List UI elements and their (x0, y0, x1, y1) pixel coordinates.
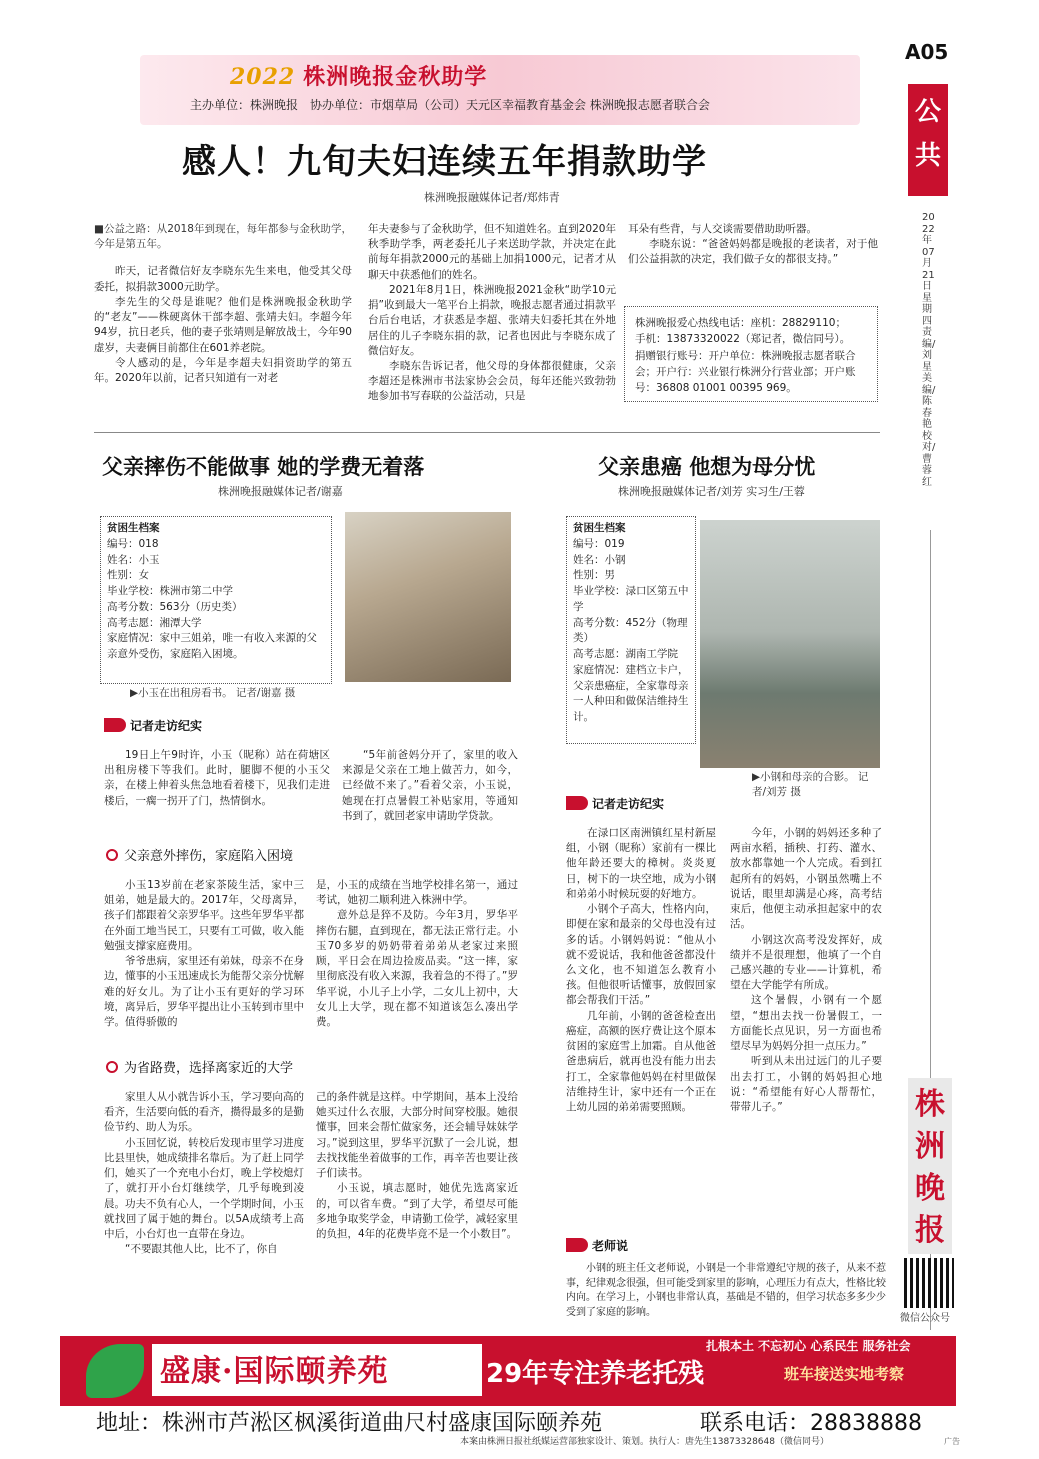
paragraph: 这个暑假，小钢有一个愿望，“想出去找一份暑假工，一方面能长点见识，另一方面也希望尽早为妈妈分担一点压力。” (730, 994, 882, 1053)
left-sec1-col-a (104, 878, 304, 1030)
banner-title-text: 株洲晚报金秋助学 (303, 64, 488, 90)
archive-line: 性别：男 (573, 569, 615, 582)
tag-mark-icon (104, 718, 126, 732)
left-intro-b (342, 748, 518, 824)
tag-label: 老师说 (592, 1239, 629, 1253)
ad-slogan: 29年专注养老托残 (486, 1359, 705, 1389)
main-byline: 株洲晚报融媒体记者/郑炜青 (424, 191, 560, 204)
paragraph: 2021年8月1日，株洲晚报2021金秋“助学10元捐”收到最大一笔平台上捐款，晚报志愿者通过捐款平台后台电话，才获悉是李超、张靖夫妇委托其在外地居住的儿子李晓东捐的款，记者也因此与李晓东成了微信好友。 (368, 283, 616, 357)
paragraph: 听到从未出过远门的儿子要出去打工，小钢的妈妈担心地说：“希望能有好心人帮帮忙，带带儿子。” (730, 1055, 882, 1113)
left-photo-caption: ▶小玉在出租房看书。 记者/谢嘉 摄 (130, 687, 296, 699)
circle-bullet-icon (106, 1061, 118, 1073)
main-column-2 (368, 222, 616, 405)
ad-slogan-secondary: 班车接送实地考察 (784, 1365, 905, 1383)
paragraph: 意外总是猝不及防。今年3月，罗华平摔伤右腿，直到现在，都无法正常行走。小玉70多岁的奶奶带着弟弟从老家过来照顾，平日会在周边捡废品卖。“这一摔，家里彻底没有收入来源，我着急的不得了。”罗华平说，小儿子上小学，二女儿上初中，大女儿上大学，现在都不知道该怎么凑出学费。 (316, 909, 518, 1028)
left-sec2-col-a (104, 1090, 304, 1257)
right-story-byline: 株洲晚报融媒体记者/刘芳 实习生/王蓉 (618, 485, 805, 498)
archive-line: 高考志愿：湘潭大学 (107, 616, 202, 629)
archive-title: 贫困生档案 (107, 522, 160, 534)
paragraph: 小钢个子高大，性格内向，即便在家和最亲的父母也没有过多的话。小钢妈妈说：“他从小就不爱说话，我和他爸爸都没什么文化，也不知道怎么教育小孩。但他很听话懂事，放假回家都会帮我们干活。” (566, 903, 716, 1007)
teacher-tag (566, 1238, 628, 1255)
paragraph: 今年，小钢的妈妈还多种了两亩水稻，插秧、打药、灌水、放水都靠她一个人完成。看到扛起所有的妈妈，小钢虽然嘴上不说话，眼里却满是心疼，高考结束后，他便主动承担起家中的农活。 (730, 827, 882, 931)
archive-line: 毕业学校：株洲市第二中学 (107, 585, 233, 597)
paragraph: 小钢这次高考没发挥好，成绩并不是很理想，他填了一个自己感兴趣的专业——计算机，希望在大学能学有所成。 (730, 933, 882, 992)
ad-phone: 联系电话：28838888 (700, 1411, 922, 1436)
archive-title: 贫困生档案 (573, 522, 626, 534)
tag-mark-icon (566, 1238, 588, 1252)
left-story-byline: 株洲晚报融媒体记者/谢嘉 (218, 485, 343, 498)
paragraph: 年夫妻参与了金秋助学，但不知道姓名。直到2020年秋季助学季，两老委托儿子来送助学款，并决定在此前每年捐款2000元的基础上加捐1000元，记者才从聊天中获悉他们的姓名。 (368, 223, 616, 281)
paragraph: 爷爷患病，家里还有弟妹，母亲不在身边，懂事的小玉迅速成长为能帮父亲分忧解难的好女儿。为了让小玉有更好的学习环境，离异后，罗华平提出让小玉转到市里中学。值得骄傲的 (104, 955, 304, 1028)
banner-title (230, 62, 487, 94)
ad-note: 本案由株洲日报社纸媒运营部独家设计、策划。执行人：唐先生13873328648（微信同号） (460, 1437, 829, 1447)
paragraph: 小玉13岁前在老家茶陵生活，家中三姐弟，她是最大的。2017年，父母离异，孩子们都跟着父亲罗华平。这些年罗华平都在外面工地当民工，只要有工可做，收入能勉强支撑家庭费用。 (104, 879, 304, 952)
paragraph: 昨天，记者微信好友李晓东先生来电，他受其父母委托，拟捐款3000元助学。 (94, 265, 352, 293)
left-sec2-col-b (316, 1090, 518, 1242)
paragraph: 李先生的父母是谁呢？他们是株洲晚报金秋助学的“老友”——株硬离休干部李超、张靖夫妇。李超今年94岁，抗日老兵，他的妻子张靖则是解放战士，今年90虚岁，夫妻俩目前都住在601养老院。 (94, 295, 352, 354)
archive-line: 家庭情况：建档立卡户，父亲患癌症，全家靠母亲一人种田和做保洁维持生计。 (573, 663, 689, 723)
teacher-comment (566, 1262, 886, 1320)
right-story-title: 父亲患癌 他想为母分忧 (598, 455, 816, 479)
hotline-box (624, 306, 878, 402)
left-archive-box (100, 516, 332, 684)
tag-label: 记者走访纪实 (130, 719, 203, 733)
paragraph: 家里人从小就告诉小玉，学习要向高的看齐，生活要向低的看齐，攒得最多的是勤俭节约、助人为乐。 (104, 1091, 304, 1134)
tag-mark-icon (566, 796, 588, 810)
ad-tags: 扎根本土 不忘初心 心系民生 服务社会 (706, 1339, 911, 1353)
paragraph: 李晓东说：“爸爸妈妈都是晚报的老读者，对于他们公益捐款的决定，我们做子女的都很支持。” (628, 238, 878, 266)
archive-line: 毕业学校：渌口区第五中学 (573, 585, 689, 613)
ad-brand-name: 盛康·国际颐养苑 (152, 1344, 482, 1396)
banner-sponsors: 主办单位：株洲晚报 协办单位：市烟草局（公司）天元区幸福教育基金会 株洲晚报志愿者联合会 (190, 98, 710, 112)
paragraph: 小玉回忆说，转校后发现市里学习进度比县里快，她成绩排名靠后。为了赶上同学们，她买了一个充电小台灯，晚上学校熄灯了，就打开小台灯继续学，几乎每晚到凌晨。功夫不负有心人，一个学期时间，小玉就找回了属于她的舞台。以5A成绩考上高中后，小台灯也一直带在身边。 (104, 1136, 304, 1240)
archive-line: 编号：018 (107, 537, 159, 550)
paragraph: 令人感动的是，今年是李超夫妇捐资助学的第五年。2020年以前，记者只知道有一对老 (94, 356, 352, 384)
archive-line: 姓名：小钢 (573, 553, 626, 566)
main-column-1 (94, 222, 352, 386)
main-column-3 (628, 222, 878, 268)
right-story-tag (566, 796, 664, 813)
main-headline: 感人！九旬夫妇连续五年捐款助学 (182, 142, 707, 182)
paragraph: 己的条件就是这样。中学期间，基本上没给她买过什么衣服，大部分时间穿校服。她很懂事，回来会帮忙做家务，还会辅导妹妹学习。”说到这里，罗华平沉默了一会儿说，想去找找能坐着做事的工作，再辛苦也要让孩子们读书。 (316, 1091, 518, 1180)
right-archive-box (566, 516, 696, 744)
ad-address: 地址：株洲市芦淞区枫溪街道曲尺村盛康国际颐养苑 (96, 1411, 603, 1436)
main-lead: ■公益之路：从2018年到现在，每年都参与金秋助学，今年是第五年。 (94, 223, 352, 251)
left-section-2-title (106, 1060, 293, 1079)
section-title-text: 父亲意外摔伤，家庭陷入困境 (124, 849, 294, 864)
paragraph: “不要跟其他人比，比不了，你自 (125, 1243, 278, 1256)
hotline-line: 捐赠银行账号：开户单位：株洲晚报志愿者联合会；开户行：兴业银行株洲分行营业部；开户账号：36808 01001 00395 969。 (635, 349, 856, 395)
right-col-a (566, 826, 716, 1115)
page-meta: 2022年07月21日 星期四 责编/刘星 美编/陈春艳 校对/曹蓉红 (922, 212, 936, 488)
left-sec1-col-b (316, 878, 518, 1030)
qr-code[interactable] (904, 1258, 954, 1308)
archive-line: 高考分数：563分（历史类） (107, 600, 243, 613)
right-col-b (730, 826, 882, 1115)
right-story-photo (700, 520, 880, 768)
paragraph: 是，小玉的成绩在当地学校排名第一，通过考试，她初二顺利进入株洲中学。 (316, 879, 518, 907)
hotline-line: 手机：13873320022（郑记者，微信同号）。 (635, 333, 851, 346)
archive-line: 高考志愿：湖南工学院 (573, 648, 678, 660)
paragraph: 耳朵有些背，与人交谈需要借助助听器。 (628, 223, 817, 235)
paragraph: “5年前爸妈分开了，家里的收入来源是父亲在工地上做苦力，如今，已经做不来了。”看着父亲，小玉说，她现在打点暑假工补贴家用，等通知书到了，就回老家申请助学贷款。 (342, 749, 518, 822)
left-story-photo (345, 512, 511, 682)
archive-line: 性别：女 (107, 569, 149, 582)
paragraph: 19日上午9时许，小玉（昵称）站在荷塘区出租房楼下等我们。此时，腿脚不便的小玉父亲，在楼上伸着头焦急地看着楼下，见我们走进楼后，一瘸一拐开了门，热情倒水。 (104, 749, 330, 807)
paragraph: 李晓东告诉记者，他父母的身体都很健康，父亲李超还是株洲市书法家协会会员，每年还能兴致勃勃地参加书写春联的公益活动，只是 (368, 359, 616, 403)
section-title-text: 为省路费，选择离家近的大学 (124, 1061, 294, 1076)
section-tab: 公共 (908, 84, 948, 196)
left-section-1-title (106, 848, 293, 867)
qr-caption: 微信公众号 (900, 1313, 950, 1324)
section-divider (94, 432, 880, 433)
left-story-tag (104, 718, 202, 735)
page-number: A05 (905, 40, 949, 64)
paragraph: 小玉说，填志愿时，她优先选离家近的，可以省车费。“到了大学，希望尽可能多地争取奖学金，申请勤工俭学，减轻家里的负担，4年的花费毕竟不是一个小数目”。 (316, 1182, 518, 1240)
banner-year: 2022 (230, 64, 296, 90)
paragraph: 在渌口区南洲镇红星村新屋组，小钢（昵称）家前有一棵比他年龄还要大的樟树。炎炎夏日，树下的一块空地，成为小钢和弟弟小时候玩耍的好地方。 (566, 827, 716, 900)
archive-line: 家庭情况：家中三姐弟，唯一有收入来源的父亲意外受伤，家庭陷入困境。 (107, 632, 317, 660)
ad-label: 广告 (944, 1437, 960, 1446)
archive-line: 编号：019 (573, 537, 625, 550)
hotline-line: 株洲晚报爱心热线电话：座机：28829110； (635, 317, 846, 329)
left-intro-a (104, 748, 330, 809)
tag-label: 记者走访纪实 (592, 797, 665, 811)
archive-line: 高考分数：452分（物理类） (573, 616, 688, 645)
circle-bullet-icon (106, 849, 118, 861)
paragraph: 小钢的班主任文老师说，小钢是一个非常遵纪守规的孩子，从来不惹事，纪律观念很强，但可能受到家里的影响，心理压力有点大，性格比较内向。在学习上，小钢也非常认真，基础是不错的，但学习状态多多少少受到了家庭的影响。 (566, 1263, 886, 1318)
paragraph: 几年前，小钢的爸爸检查出癌症，高额的医疗费让这个原本贫困的家庭雪上加霜。自从他爸爸患病后，就再也没有能力出去打工，全家靠他妈妈在村里做保洁维持生计，家中还有一个正在上幼儿园的弟弟需要照顾。 (566, 1009, 716, 1113)
paper-logo: 株洲晚报 (908, 1078, 952, 1254)
archive-line: 姓名：小玉 (107, 553, 160, 566)
right-photo-caption: ▶小钢和母亲的合影。 记者/刘芳 摄 (752, 771, 869, 799)
left-story-title: 父亲摔伤不能做事 她的学费无着落 (102, 455, 425, 479)
